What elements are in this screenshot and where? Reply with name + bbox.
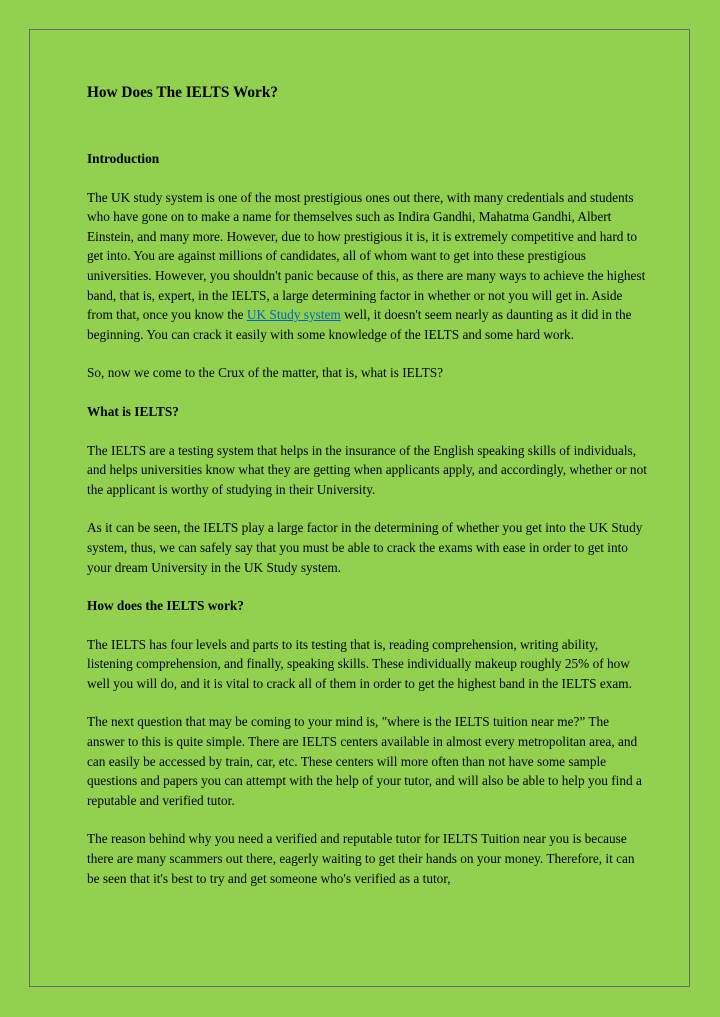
heading-what-is-ielts: What is IELTS?: [87, 403, 179, 419]
paragraph-intro-2: So, now we come to the Crux of the matter, that is, what is IELTS?: [87, 365, 444, 381]
document-body: [87, 83, 647, 888]
paragraph-intro-1: [87, 188, 647, 345]
paragraph-what-1: The IELTS are a testing system that helps in the insurance of the English speaking skills of individuals, and helps universities know what they are getting when applicants apply, and accordingly, whether or not the applicant is worthy of studying in their University.: [87, 442, 647, 497]
paragraph-how-2: The next question that may be coming to your mind is, "where is the IELTS tuition near me?” The answer to this is quite simple. There are IELTS centers available in almost every metropolitan area, and can easily be accessed by train, car, etc. These centers will more often than not have some sample questions and papers you can attempt with the help of your tutor, and will also be able to help you find a reputable and verified tutor.: [87, 714, 642, 808]
paragraph-what-2: As it can be seen, the IELTS play a large factor in the determining of whether you get into the UK Study system, thus, we can safely say that you must be able to crack the exams with ease in order to get into your dream University in the UK Study system.: [87, 520, 643, 575]
document-title: How Does The IELTS Work?: [87, 84, 278, 101]
heading-how-ielts-works: How does the IELTS work?: [87, 598, 244, 614]
paragraph-how-3: The reason behind why you need a verified and reputable tutor for IELTS Tuition near you is because there are many scammers out there, eagerly waiting to get their hands on your money. Therefore, it can be seen that it's best to try and get someone who's verified as a tutor,: [87, 831, 635, 886]
heading-introduction: Introduction: [87, 151, 160, 166]
paragraph-intro-1-text-a: The UK study system is one of the most prestigious ones out there, with many credentials and students who have gone on to make a name for themselves such as Indira Gandhi, Mahatma Gandhi, Albert Einstein, and many more. However, due to how prestigious it is, it is extremely competitive and hard to get into. You are against millions of candidates, all of whom want to get into these prestigious universities. However, you shouldn't panic because of this, as there are many ways to achieve the highest band, that is, expert, in the IELTS, a large determining factor in whether or not you will get in. Aside from that, once you know the: [87, 189, 646, 323]
paragraph-intro-1-text-b: well, it doesn't seem nearly as daunting as it did in the beginning. You can crack it easily with some knowledge of the IELTS and some hard work.: [87, 307, 632, 342]
uk-study-system-link[interactable]: UK Study system: [246, 307, 341, 323]
paragraph-how-1: The IELTS has four levels and parts to its testing that is, reading comprehension, writing ability, listening comprehension, and finally, speaking skills. These individually makeup roughly 25% of how well you will do, and it is vital to crack all of them in order to get the highest band in the IELTS exam.: [87, 636, 632, 691]
